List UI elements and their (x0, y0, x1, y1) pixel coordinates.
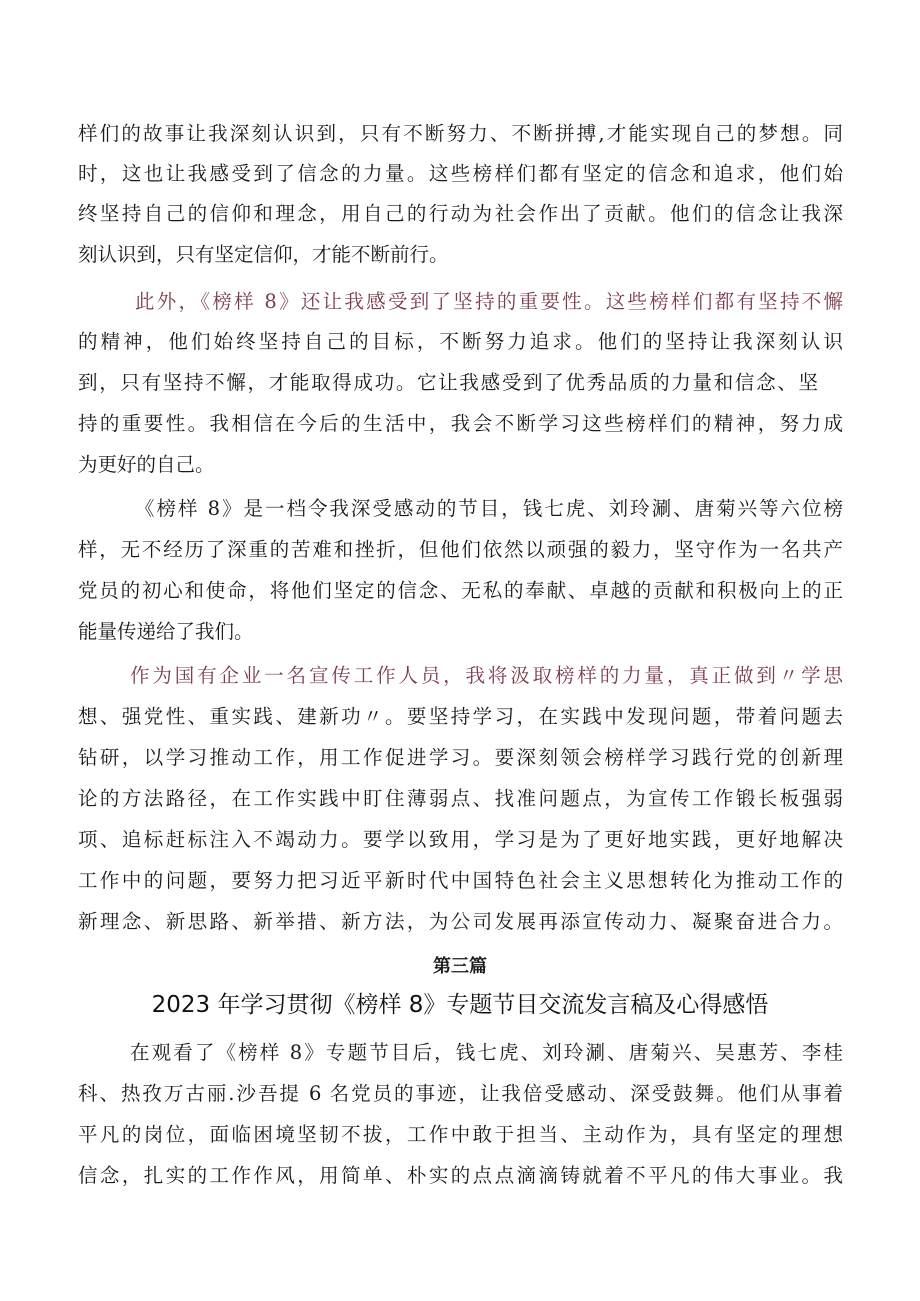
text-line: 作为国有企业一名宣传工作人员，我将汲取榜样的力量，真正做到〃学思 (130, 664, 843, 687)
text-line: 新理念、新思路、新举措、新方法，为公司发展再添宣传动力、凝聚奋进合力。 (78, 910, 843, 933)
text-line: 到，只有坚持不懈，才能取得成功。它让我感受到了优秀品质的力量和信念、坚 (78, 371, 818, 394)
text-line: 科、热孜万古丽.沙吾提 6 名党员的事迹，让我倍受感动、深受鼓舞。他们从事着 (78, 1082, 843, 1105)
text-line: 《榜样 8》是一档令我深受感动的节目，钱七虎、刘玲涮、唐菊兴等六位榜 (135, 497, 843, 520)
text-line: 终坚持自己的信仰和理念，用自己的行动为社会作出了贡献。他们的信念让我深 (78, 202, 843, 225)
text-line: 时，这也让我感受到了信念的力量。这些榜样们都有坚定的信念和追求，他们始 (78, 162, 843, 185)
text-line: 在观看了《榜样 8》专题节目后，钱七虎、刘玲涮、唐菊兴、吴惠芳、李桂 (130, 1041, 843, 1064)
text-line: 能量传递给了我们。 (78, 620, 254, 643)
text-line: 样们的故事让我深刻认识到，只有不断努力、不断拼搏,才能实现自己的梦想。同 (78, 122, 843, 145)
section-title: 2023 年学习贯彻《榜样 8》专题节目交流发言稿及心得感悟 (151, 992, 769, 1018)
text-line: 项、追标赶标注入不竭动力。要学以致用，学习是为了更好地实践，更好地解决 (78, 828, 843, 851)
text-line: 论的方法路径，在工作实践中盯住薄弱点、找准问题点，为宣传工作锻长板强弱 (78, 787, 843, 810)
text-line: 平凡的岗位，面临困境坚韧不拔，工作中敢于担当、主动作为，具有坚定的理想 (78, 1123, 843, 1146)
text-line: 为更好的自己。 (78, 453, 215, 476)
text-line: 信念，扎实的工作作风，用简单、朴实的点点滴滴铸就着不平凡的伟大事业。我 (78, 1164, 843, 1187)
text-line: 党员的初心和使命，将他们坚定的信念、无私的奉献、卓越的贡献和积极向上的正 (78, 579, 843, 602)
text-line: 样，无不经历了深重的苦难和挫折，但他们依然以顽强的毅力，坚守作为一名共产 (78, 538, 843, 561)
section-label: 第三篇 (433, 956, 487, 977)
text-line: 想、强党性、重实践、建新功〃。要坚持学习，在实践中发现问题，带着问题去 (78, 705, 843, 728)
text-line: 刻认识到，只有坚定信仰，才能不断前行。 (78, 243, 449, 266)
text-line: 此外，《榜样 8》还让我感受到了坚持的重要性。这些榜样们都有坚持不懈 (135, 290, 843, 313)
text-line: 工作中的问题，要努力把习近平新时代中国特色社会主义思想转化为推动工作的 (78, 869, 843, 892)
text-line: 持的重要性。我相信在今后的生活中，我会不断学习这些榜样们的精神，努力成 (78, 412, 843, 435)
text-line: 的精神，他们始终坚持自己的目标，不断努力追求。他们的坚持让我深刻认识 (78, 330, 843, 353)
text-line: 钻研，以学习推动工作，用工作促进学习。要深刻领会榜样学习践行党的创新理 (78, 746, 843, 769)
